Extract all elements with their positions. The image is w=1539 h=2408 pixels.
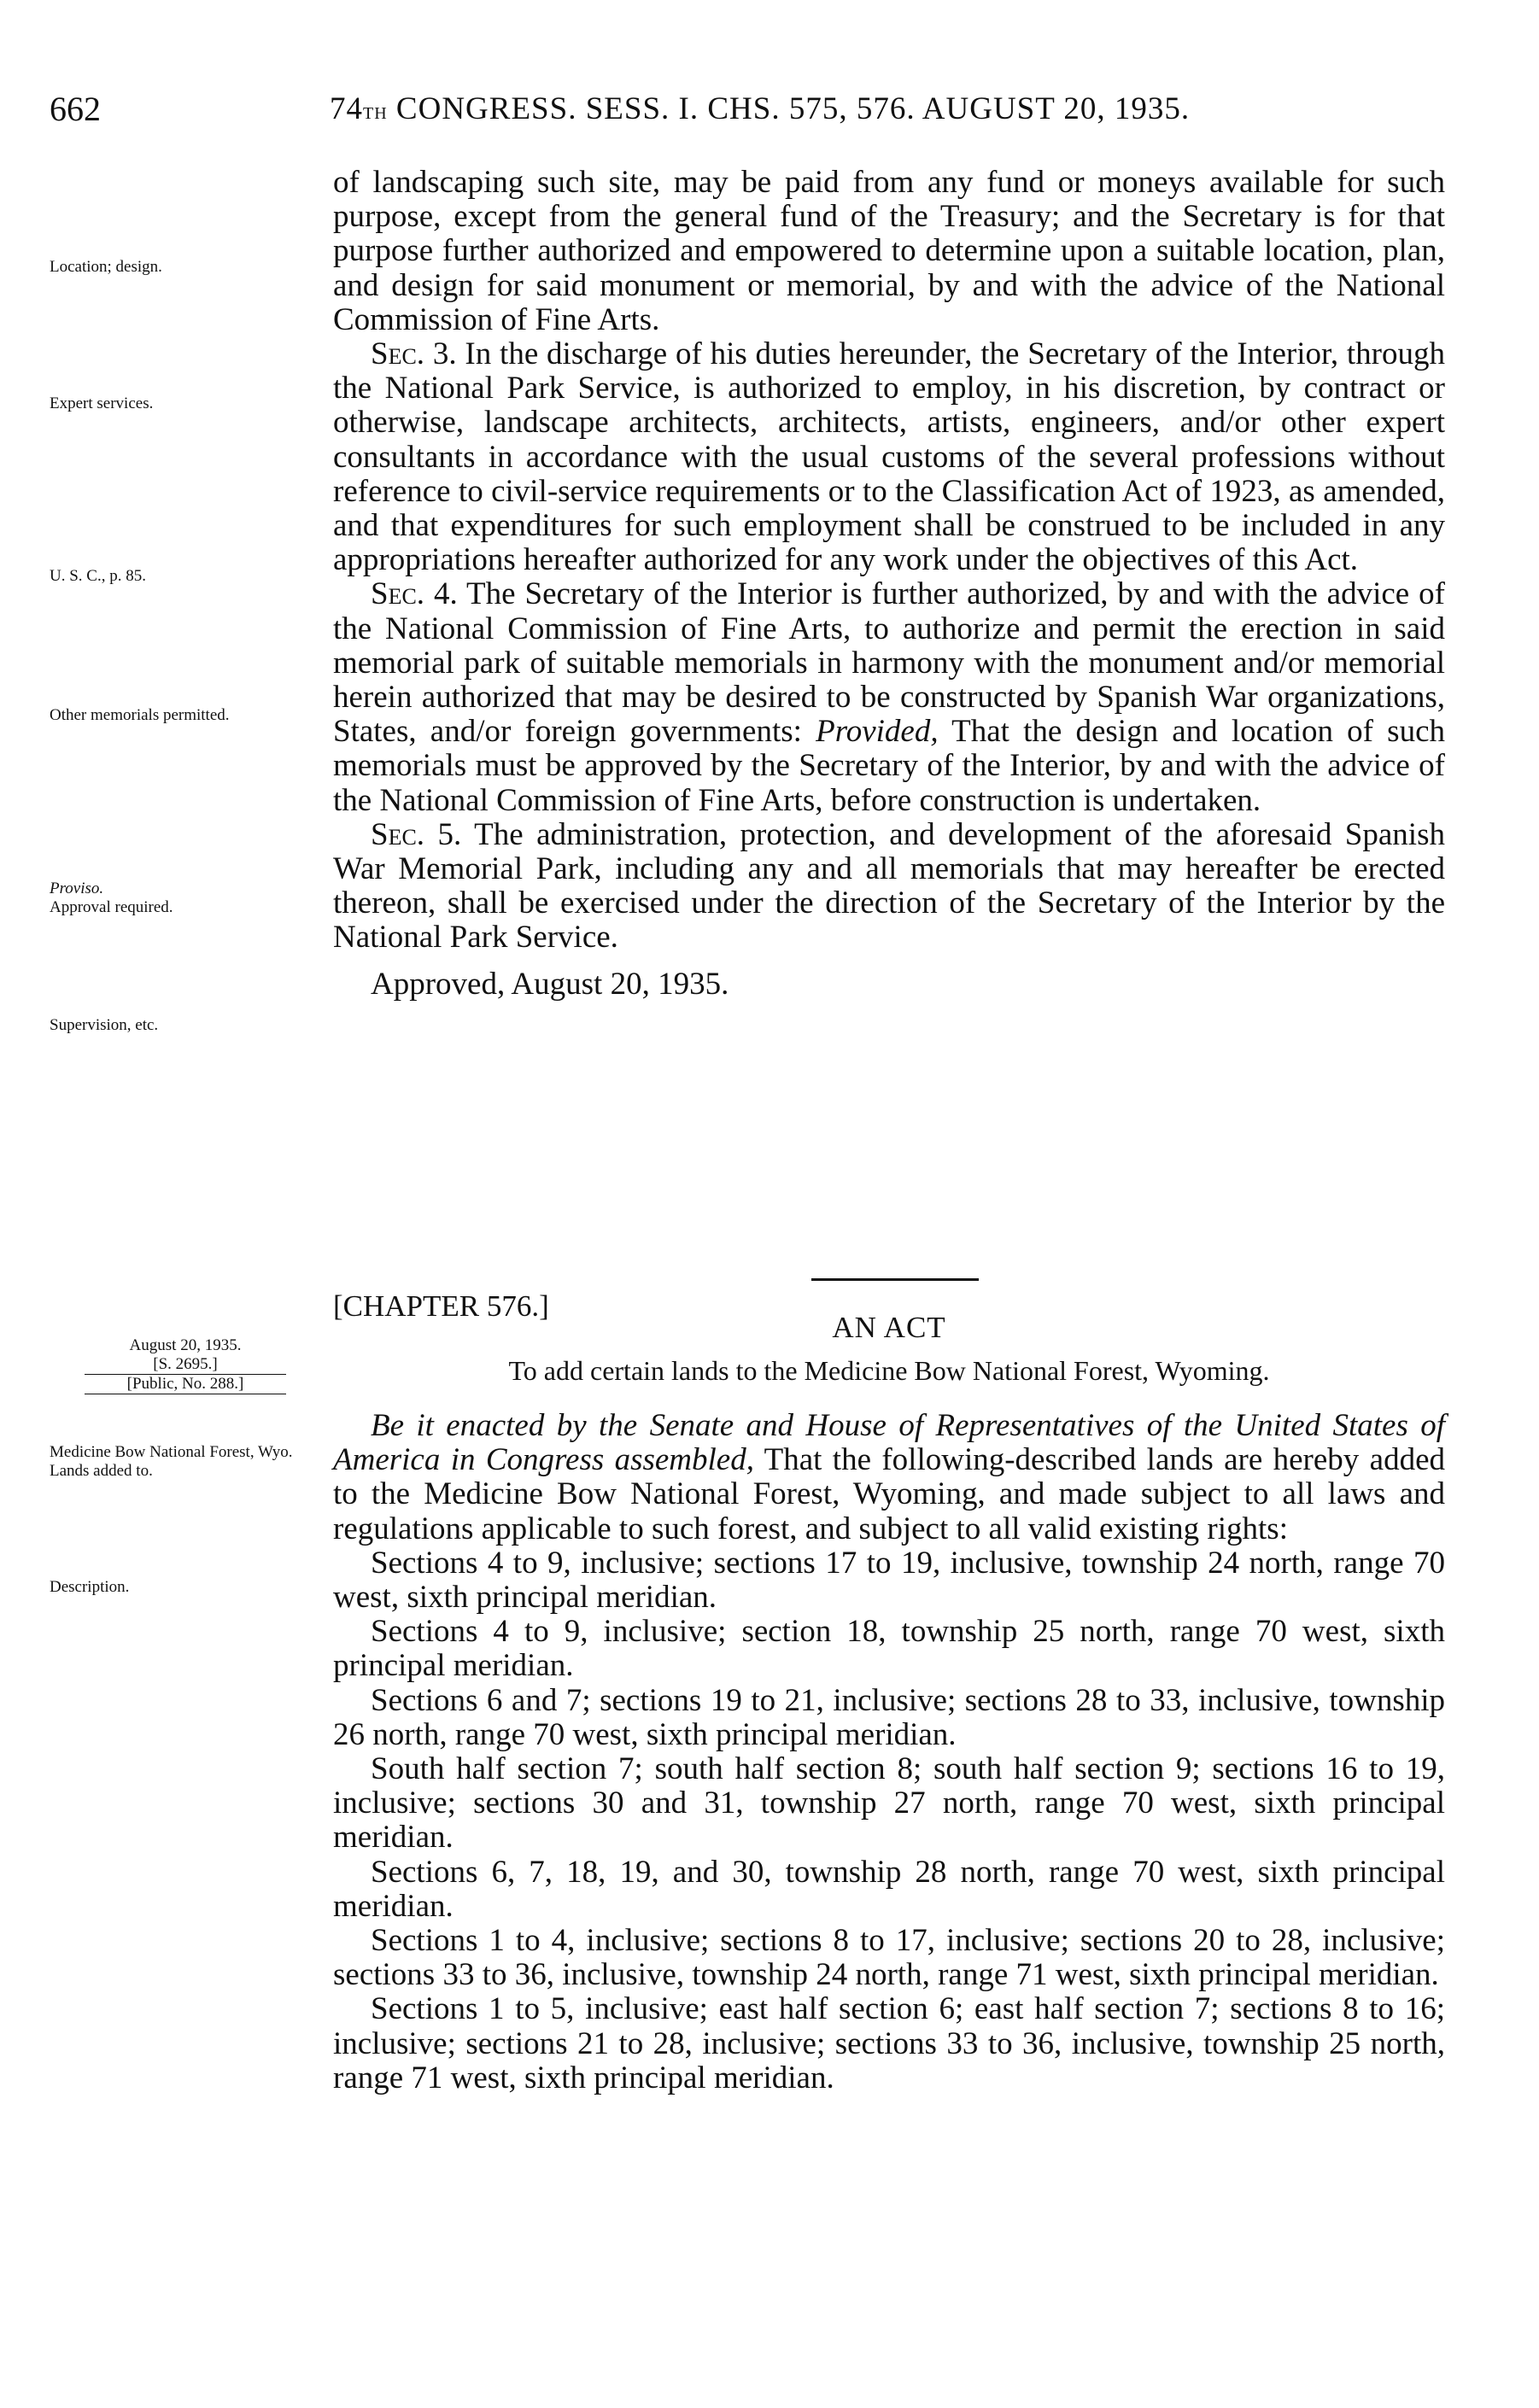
paragraph-continuation: of landscaping such site, may be paid from any fund or moneys available for such purpose, except from the general fund of the Treasury; and the Secretary is for that purpose further authorized and empowered to determine upon a suitable location, plan, and design for said monument or memorial, by and with the advice of the National Commission of Fine Arts. [333,165,1445,337]
section-4-provided: Provided, [816,714,939,750]
land-description-7: Sections 1 to 5, inclusive; east half section 6; east half section 7; sections 8 to 16; inclusive; sections 21 to 28, inclusive; sections 33 to 36, inclusive, township 25 north, range 71 west, sixth principal meridian. [333,1991,1445,2095]
chapter-divider-rule [811,1278,979,1281]
margin-note-proviso: Proviso. [50,880,104,897]
page-header [50,89,1450,140]
enacting-text: That the following-described lands are hereby added to the Medicine Bow National Forest, Wyoming, and made subject to all laws and regulations applicable to such forest, and subject to all valid existing rights: [333,1442,1445,1546]
land-description-6: Sections 1 to 4, inclusive; sections 8 to 17, inclusive; sections 20 to 28, inclusive; sections 33 to 36, inclusive, township 24 north, range 71 west, sixth principal meridian. [333,1923,1445,1993]
page-number: 662 [50,90,101,128]
section-4-text-2: That the design and location of such memorials must be approved by the Secretary of the Interior, by and with the advice of the National Commission of Fine Arts, before construction is undertaken. [333,714,1445,818]
margin-note-other-memorials: Other memorials permitted. [50,706,230,724]
margin-note-supervision: Supervision, etc. [50,1016,159,1034]
section-4-label: Sec. 4. [371,576,458,612]
public-law-number: [Public, No. 288.] [126,1375,244,1393]
land-description-5: Sections 6, 7, 18, 19, and 30, township 28 north, range 70 west, sixth principal meridian. [333,1854,1445,1924]
enacting-clause [333,1409,1445,1546]
margin-note-approval: Approval required. [50,898,173,916]
chapter-576-label: [CHAPTER 576.] [333,1289,549,1323]
margin-note-description: Description. [50,1578,130,1596]
margin-note-forest: Medicine Bow National Forest, Wyo. [50,1443,293,1461]
running-head-text: CONGRESS. SESS. I. CHS. 575, 576. AUGUST 20, 1935. [387,91,1191,126]
bill-number: [S. 2695.] [153,1355,218,1373]
margin-note-usc: U. S. C., p. 85. [50,567,146,585]
section-3-label: Sec. 3. [371,336,457,372]
chapter-575-text [333,166,1445,1002]
act-description: To add certain lands to the Medicine Bow National Forest, Wyoming. [508,1355,1270,1386]
section-5-label: Sec. 5. [371,816,462,852]
land-description-2: Sections 4 to 9, inclusive; section 18, township 25 north, range 70 west, sixth principal meridian. [333,1614,1445,1684]
bill-date: August 20, 1935. [129,1336,242,1354]
land-description-3: Sections 6 and 7; sections 19 to 21, inclusive; sections 28 to 33, inclusive, township 26 north, range 70 west, sixth principal meridian. [333,1682,1445,1752]
running-head-suffix: th [363,98,388,125]
section-5-text: The administration, protection, and development of the aforesaid Spanish War Memorial Park, including any and all memorials that may hereafter be erected thereon, shall be exercised under the direction of the Secretary of the Interior by the National Park Service. [333,816,1445,956]
chapter-576-text [333,1409,1445,2095]
land-description-4: South half section 7; south half section 8; south half section 9; sections 16 to 19, inclusive; sections 30 and 31, township 27 north, range 70 west, sixth principal meridian. [333,1751,1445,1856]
enacting-formula: Be it enacted by the Senate and House of Representatives of the United States of America in Congress assembled, [333,1408,1445,1478]
running-head [330,91,1190,127]
margin-note-forest-block [50,1443,321,1481]
bill-metadata [50,1336,321,1394]
land-description-1: Sections 4 to 9, inclusive; sections 17 to 19, inclusive, township 24 north, range 70 west, sixth principal meridian. [333,1545,1445,1616]
margin-note-proviso-block [50,880,321,917]
approved-line: Approved, August 20, 1935. [371,966,729,1002]
margin-note-expert-services: Expert services. [50,395,154,412]
section-5 [333,818,1445,956]
margin-note-location: Location; design. [50,258,162,276]
act-title: AN ACT [832,1311,946,1344]
section-4-text: The Secretary of the Interior is further authorized, by and with the advice of the National Commission of Fine Arts, to authorize and permit the erection in said memorial park of suitable memorials in harmony with the monument and/or memorial herein authorized that may be desired to be constructed by Spanish War organizations, States, and/or foreign governments: [333,576,1445,750]
section-3-text: In the discharge of his duties hereunder, the Secretary of the Interior, through the National Park Service, is authorized to employ, in his discretion, by contract or otherwise, landscape architects, architects, artists, engineers, and/or other expert consultants in accordance with the usual customs of the several professions without reference to civil-service requirements or to the Classification Act of 1923, as amended, and that expenditures for such employment shall be construed to be included in any appropriations hereafter authorized for any work under the objectives of this Act. [333,336,1445,578]
section-3 [333,337,1445,577]
margin-note-lands-added: Lands added to. [50,1462,153,1480]
running-head-number: 74 [330,91,363,126]
section-4 [333,577,1445,817]
